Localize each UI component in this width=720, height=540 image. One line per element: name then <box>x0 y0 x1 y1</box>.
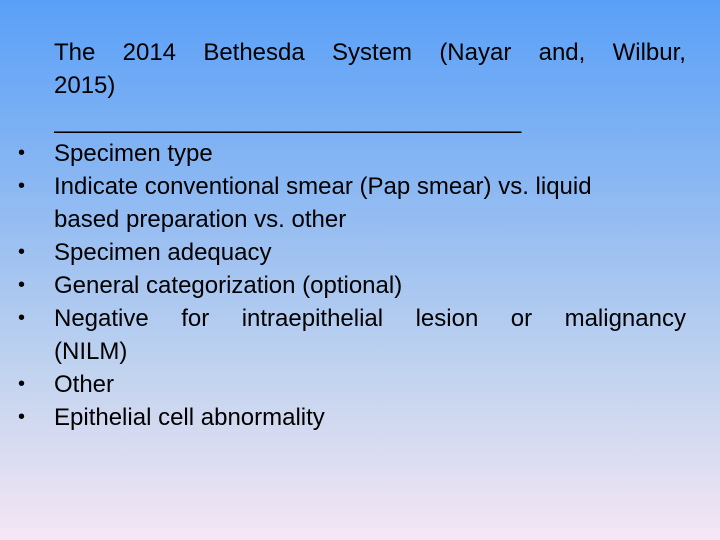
bullet-word: lesion <box>415 305 479 332</box>
bullet-word: for <box>181 305 210 332</box>
heading-line-2: 2015) <box>54 72 116 99</box>
bullet-icon: • <box>18 175 26 197</box>
bullet-icon: • <box>18 406 26 428</box>
heading-word: Bethesda <box>203 39 305 66</box>
bullet-line: General categorization (optional) <box>54 272 403 299</box>
bullet-text <box>54 401 686 434</box>
underline-rule: ___________________________________ <box>54 107 522 134</box>
bullet-line: based preparation vs. other <box>54 206 347 233</box>
heading-word: (Nayar <box>439 39 512 66</box>
bullet-text <box>54 236 686 269</box>
bullet-line: Epithelial cell abnormality <box>54 404 325 431</box>
heading-word: and, <box>538 39 586 66</box>
bullet-word: Negative <box>54 305 149 332</box>
bullet-line: Specimen adequacy <box>54 239 272 266</box>
bullet-line: (NILM) <box>54 338 128 365</box>
bullet-line: Other <box>54 371 115 398</box>
list-item <box>16 368 686 401</box>
bullet-line: Specimen type <box>54 140 213 167</box>
bullet-word: or <box>510 305 533 332</box>
bullet-text <box>54 302 686 368</box>
list-item <box>16 302 686 368</box>
heading-line-1 <box>54 36 686 69</box>
list-item <box>16 170 686 236</box>
list-item <box>16 269 686 302</box>
bullet-word: malignancy <box>564 305 686 332</box>
slide-heading <box>54 36 686 102</box>
list-item <box>16 401 686 434</box>
bullet-line: Indicate conventional smear (Pap smear) vs. liquid <box>54 173 592 200</box>
bullet-list <box>16 137 686 434</box>
bullet-icon: • <box>18 307 26 329</box>
bullet-icon: • <box>18 373 26 395</box>
bullet-text <box>54 368 686 401</box>
heading-word: 2014 <box>122 39 177 66</box>
bullet-icon: • <box>18 241 26 263</box>
bullet-text <box>54 170 686 236</box>
list-item <box>16 137 686 170</box>
heading-word: The <box>54 39 96 66</box>
bullet-icon: • <box>18 274 26 296</box>
heading-word: Wilbur, <box>612 39 686 66</box>
bullet-text <box>54 137 686 170</box>
bullet-word: intraepithelial <box>241 305 384 332</box>
bullet-line <box>54 302 686 335</box>
heading-word: System <box>332 39 413 66</box>
bullet-text <box>54 269 686 302</box>
list-item <box>16 236 686 269</box>
bullet-icon: • <box>18 142 26 164</box>
